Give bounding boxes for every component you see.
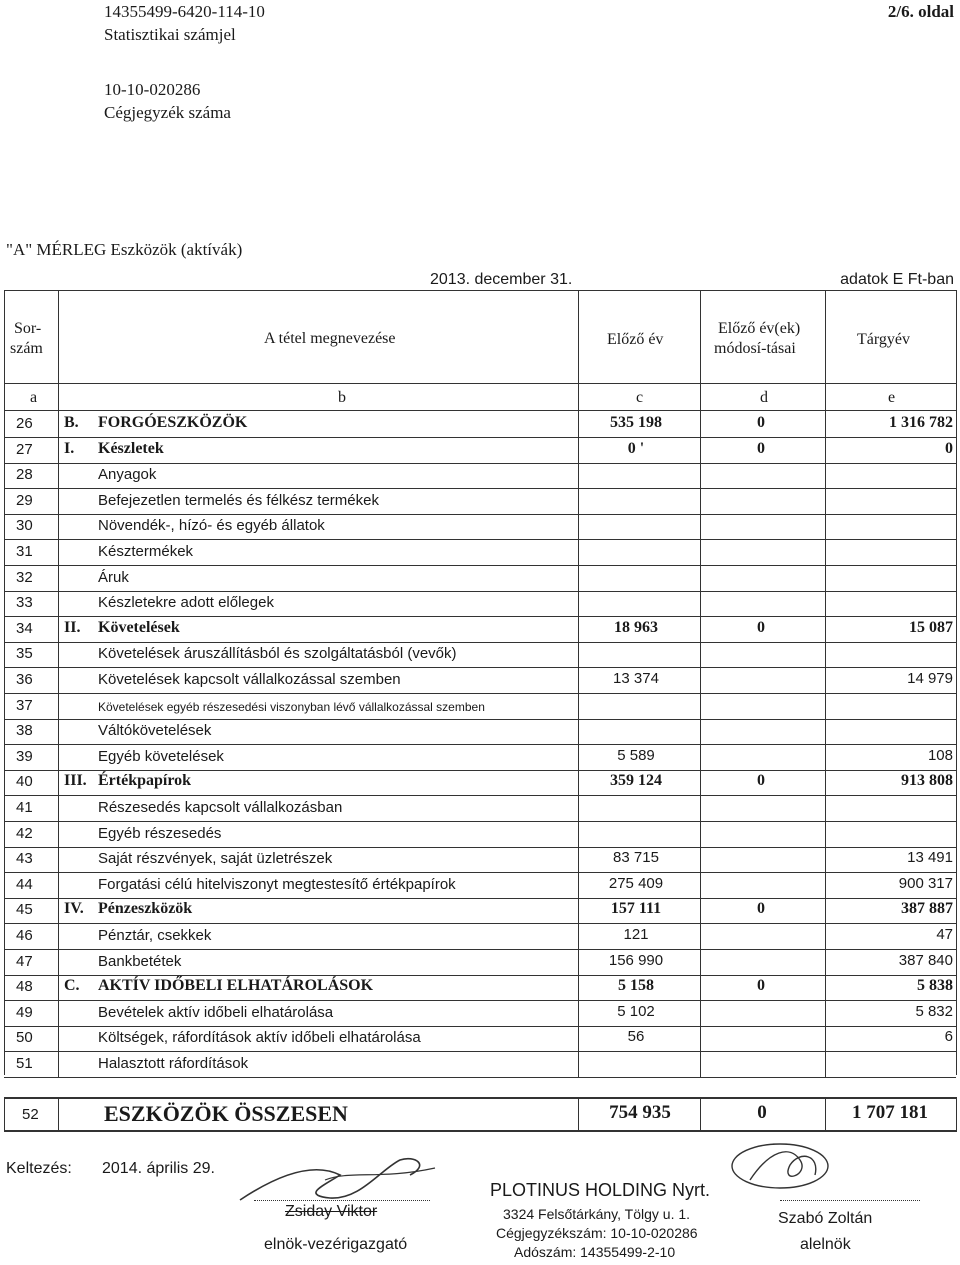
row-prev-value: 13 374 xyxy=(613,670,659,687)
total-mod: 0 xyxy=(757,1102,767,1123)
col-current: Tárgyév xyxy=(857,331,911,348)
row-prefix: II. xyxy=(64,619,81,636)
total-prev: 754 935 xyxy=(609,1102,671,1123)
table-row xyxy=(0,540,953,565)
row-current-value: 13 491 xyxy=(907,849,953,866)
stamp-line-2: 3324 Felsőtárkány, Tölgy u. 1. xyxy=(503,1206,691,1222)
row-prefix: IV. xyxy=(64,900,84,917)
col-letter-c: c xyxy=(636,389,644,406)
row-label: Halasztott ráfordítások xyxy=(98,1055,249,1072)
table-row xyxy=(0,668,953,693)
table-row xyxy=(0,796,953,821)
row-label: Késztermékek xyxy=(98,543,194,560)
row-label: Egyéb követelések xyxy=(98,748,224,765)
row-label: Követelések áruszállításból és szolgáltatásból (vevők) xyxy=(98,645,457,662)
row-current-value: 900 317 xyxy=(898,875,953,892)
stat-label: Statisztikai számjel xyxy=(104,25,236,44)
stamp-line-4: Adószám: 14355499-2-10 xyxy=(514,1244,676,1260)
row-number: 50 xyxy=(16,1029,33,1046)
unit-label: adatok E Ft-ban xyxy=(840,271,954,288)
row-number: 38 xyxy=(16,722,33,739)
row-current-value: 108 xyxy=(927,747,953,764)
row-prev-value: 156 990 xyxy=(608,952,664,969)
row-mod-value: 0 xyxy=(757,977,765,994)
row-current-value: 47 xyxy=(936,926,953,943)
table-row xyxy=(0,847,953,872)
row-label: Értékpapírok xyxy=(98,772,192,789)
row-number: 33 xyxy=(16,594,33,611)
row-prev-value: 157 111 xyxy=(610,900,662,917)
col-prev: Előző év xyxy=(607,331,664,348)
row-label: Befejezetlen termelés és félkész termékek xyxy=(98,492,379,509)
date-label: Keltezés: xyxy=(6,1160,72,1177)
col-letter-e: e xyxy=(888,389,896,406)
table-row xyxy=(0,591,953,616)
row-number: 36 xyxy=(16,671,33,688)
row-prev-value: 535 198 xyxy=(610,414,662,431)
row-number: 46 xyxy=(16,927,33,944)
row-label: Készletekre adott előlegek xyxy=(98,594,274,611)
row-number: 44 xyxy=(16,876,33,893)
row-label: Áruk xyxy=(98,569,129,586)
row-prev-value: 121 xyxy=(623,926,649,943)
row-label: Növendék-, hízó- és egyéb állatok xyxy=(98,517,325,534)
row-number: 51 xyxy=(16,1055,33,1072)
row-number: 29 xyxy=(16,492,33,509)
signer-1-title: elnök-vezérigazgató xyxy=(264,1236,408,1253)
row-current-value: 5 838 xyxy=(917,977,953,994)
col-mod-1: Előző év(ek) xyxy=(718,320,801,337)
row-current-value: 387 887 xyxy=(901,900,953,917)
table-row xyxy=(0,898,953,923)
table-row xyxy=(0,924,953,949)
table-row xyxy=(0,873,953,898)
table-row xyxy=(0,1026,953,1051)
table-row xyxy=(0,463,953,488)
row-number: 43 xyxy=(16,850,33,867)
row-label: Költségek, ráfordítások aktív időbeli elhatárolása xyxy=(98,1029,421,1046)
table-row xyxy=(0,514,953,539)
row-label: Követelések egyéb részesedési viszonyban lévő vállalkozással szemben xyxy=(98,700,485,714)
stamp-line-3: Cégjegyzékszám: 10-10-020286 xyxy=(496,1225,698,1241)
signature-2-image xyxy=(720,1140,840,1200)
stat-number: 14355499-6420-114-10 xyxy=(104,2,265,21)
page-title: "A" MÉRLEG Eszközök (aktívák) xyxy=(6,240,243,259)
row-number: 48 xyxy=(16,978,33,995)
signer-2-name: Szabó Zoltán xyxy=(778,1210,873,1227)
row-mod-value: 0 xyxy=(757,900,765,917)
row-label: Pénztár, csekkek xyxy=(98,927,212,944)
row-current-value: 913 808 xyxy=(901,772,953,789)
row-label: Készletek xyxy=(98,440,164,457)
table-row xyxy=(0,822,953,847)
table-row xyxy=(0,438,953,463)
row-number: 45 xyxy=(16,901,33,918)
row-label: Részesedés kapcsolt vállalkozásban xyxy=(98,799,343,816)
table-row xyxy=(0,566,953,591)
row-label: Követelések xyxy=(98,619,180,636)
row-number: 49 xyxy=(16,1004,33,1021)
table-row xyxy=(0,694,953,719)
sign-date: 2014. április 29. xyxy=(102,1160,215,1177)
row-current-value: 14 979 xyxy=(907,670,953,687)
row-prefix: B. xyxy=(64,414,79,431)
reg-label: Cégjegyzék száma xyxy=(104,103,231,122)
row-number: 32 xyxy=(16,569,33,586)
row-current-value: 0 xyxy=(945,440,953,457)
row-number: 27 xyxy=(16,441,33,458)
table-row xyxy=(0,412,953,437)
row-prev-value: 359 124 xyxy=(610,772,662,789)
row-current-value: 387 840 xyxy=(898,952,953,969)
table-row xyxy=(0,1001,953,1026)
row-number: 35 xyxy=(16,645,33,662)
row-label: Anyagok xyxy=(98,466,157,483)
table-row xyxy=(0,489,953,514)
col-letter-d: d xyxy=(760,389,768,406)
row-prefix: III. xyxy=(64,772,87,789)
row-number: 42 xyxy=(16,825,33,842)
row-number: 37 xyxy=(16,697,33,714)
row-prev-value: 56 xyxy=(627,1028,645,1045)
row-number: 39 xyxy=(16,748,33,765)
row-mod-value: 0 xyxy=(757,414,765,431)
col-mod-2: módosí-tásai xyxy=(714,340,796,357)
row-label: Forgatási célú hitelviszonyt megtestesítő értékpapírok xyxy=(98,876,456,893)
total-current: 1 707 181 xyxy=(852,1102,928,1123)
row-current-value: 1 316 782 xyxy=(889,414,953,431)
row-label: Váltókövetelések xyxy=(98,722,212,739)
stamp-line-1: PLOTINUS HOLDING Nyrt. xyxy=(490,1180,711,1200)
row-label: Pénzeszközök xyxy=(98,900,193,917)
row-current-value: 6 xyxy=(944,1028,953,1045)
row-prefix: I. xyxy=(64,440,75,457)
row-label: FORGÓESZKÖZÖK xyxy=(98,414,248,431)
row-number: 28 xyxy=(16,466,33,483)
table-row xyxy=(0,1052,953,1077)
row-prefix: C. xyxy=(64,977,80,994)
page-number: 2/6. oldal xyxy=(887,2,954,21)
row-mod-value: 0 xyxy=(757,619,765,636)
row-prev-value: 275 409 xyxy=(608,875,664,892)
row-label: AKTÍV IDŐBELI ELHATÁROLÁSOK xyxy=(98,977,374,994)
table-row xyxy=(0,642,953,667)
row-prev-value: 5 589 xyxy=(617,747,655,764)
row-number: 47 xyxy=(16,953,33,970)
row-label: Egyéb részesedés xyxy=(98,825,222,842)
row-prev-value: 5 102 xyxy=(617,1003,655,1020)
row-number: 40 xyxy=(16,773,33,790)
signer-1-name: Zsiday Viktor xyxy=(285,1203,378,1220)
table-row xyxy=(0,617,953,642)
total-label: ESZKÖZÖK ÖSSZESEN xyxy=(104,1101,348,1126)
reg-number: 10-10-020286 xyxy=(104,80,201,99)
row-prev-value: 83 715 xyxy=(613,849,659,866)
row-number: 41 xyxy=(16,799,33,816)
row-label: Bankbetétek xyxy=(98,953,182,970)
table-row xyxy=(0,975,953,1000)
col-sorszam-1: Sor- xyxy=(14,320,42,337)
row-number: 34 xyxy=(16,620,33,637)
row-number: 30 xyxy=(16,517,33,534)
table-row xyxy=(0,770,953,795)
row-number: 31 xyxy=(16,543,33,560)
table-row xyxy=(0,719,953,744)
row-current-value: 15 087 xyxy=(909,619,953,636)
signer-2-title: alelnök xyxy=(800,1236,851,1253)
row-prev-value: 0 ' xyxy=(627,440,645,457)
col-name: A tétel megnevezése xyxy=(264,330,396,347)
row-mod-value: 0 xyxy=(757,440,765,457)
table-row xyxy=(0,745,953,770)
report-date: 2013. december 31. xyxy=(430,271,573,288)
table-row xyxy=(0,950,953,975)
row-prev-value: 18 963 xyxy=(614,619,658,636)
row-label: Bevételek aktív időbeli elhatárolása xyxy=(98,1004,334,1021)
row-label: Saját részvények, saját üzletrészek xyxy=(98,850,333,867)
row-mod-value: 0 xyxy=(757,772,765,789)
row-current-value: 5 832 xyxy=(915,1003,953,1020)
col-sorszam-2: szám xyxy=(10,340,43,357)
col-letter-a: a xyxy=(30,389,38,406)
row-number: 26 xyxy=(16,415,33,432)
total-sorszam: 52 xyxy=(22,1106,39,1123)
col-letter-b: b xyxy=(338,389,346,406)
row-prev-value: 5 158 xyxy=(618,977,654,994)
row-label: Követelések kapcsolt vállalkozással szemben xyxy=(98,671,401,688)
